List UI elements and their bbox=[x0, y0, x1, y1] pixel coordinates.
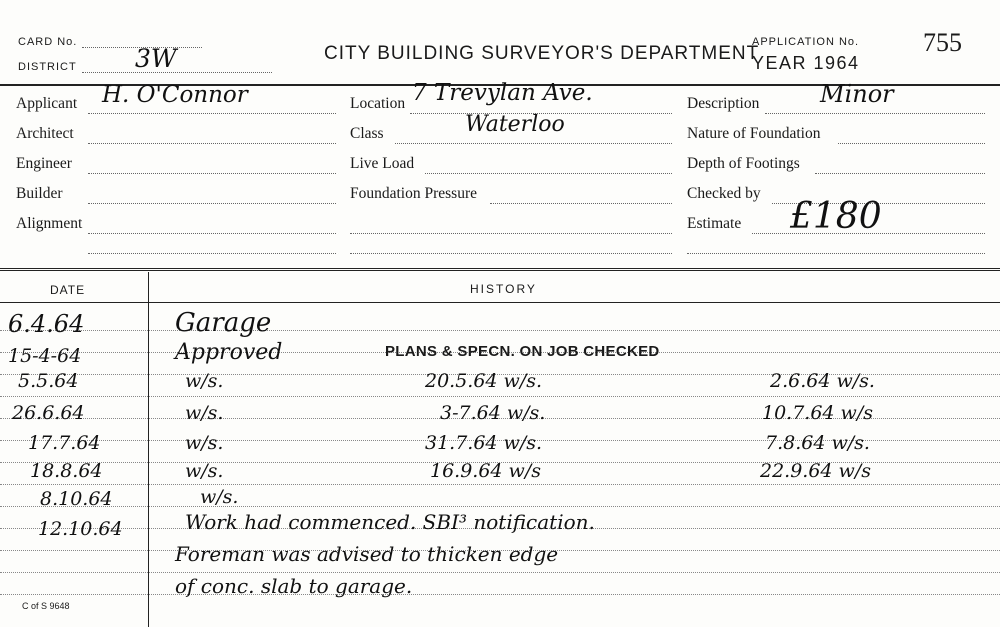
inspection-3-1: 10.7.64 w/s bbox=[762, 402, 873, 424]
history-header: HISTORY bbox=[470, 282, 537, 296]
history-entry-4: w/s. bbox=[185, 402, 224, 424]
date-column-divider bbox=[148, 272, 149, 627]
estimate-label: Estimate bbox=[687, 215, 742, 232]
applicant-label: Applicant bbox=[16, 95, 78, 112]
year-label: YEAR 1964 bbox=[752, 53, 860, 73]
inspection-2-2: 31.7.64 w/s. bbox=[425, 432, 543, 454]
form-number: C of S 9648 bbox=[22, 601, 70, 611]
history-entry-7: w/s. bbox=[200, 486, 239, 508]
date-header: DATE bbox=[50, 283, 86, 297]
class-label: Class bbox=[350, 125, 384, 142]
location-value: 7 Trevylan Ave. bbox=[412, 80, 593, 106]
department-title: CITY BUILDING SURVEYOR'S DEPARTMENT bbox=[324, 43, 760, 64]
history-entry-6: w/s. bbox=[185, 460, 224, 482]
history-date-3: 5.5.64 bbox=[18, 370, 79, 392]
history-date-7: 8.10.64 bbox=[40, 488, 113, 510]
history-date-4: 26.6.64 bbox=[12, 402, 85, 424]
history-date-2: 15-4-64 bbox=[8, 345, 82, 367]
history-date-6: 18.8.64 bbox=[30, 460, 103, 482]
engineer-label: Engineer bbox=[16, 155, 72, 172]
depth-of-footings-label: Depth of Footings bbox=[687, 155, 800, 172]
district-label: DISTRICT bbox=[18, 61, 77, 73]
applicant-value: H. O'Connor bbox=[102, 82, 248, 108]
history-top-rule bbox=[0, 268, 1000, 271]
history-date-8: 12.10.64 bbox=[38, 518, 123, 540]
history-note-line-2: Foreman was advised to thicken edge bbox=[175, 542, 559, 566]
estimate-value: £180 bbox=[790, 196, 882, 237]
builder-label: Builder bbox=[16, 185, 63, 202]
checked-by-label: Checked by bbox=[687, 185, 761, 202]
application-no-value: 755 bbox=[923, 28, 962, 57]
history-note-line-1: Work had commenced. SBI³ notification. bbox=[185, 510, 595, 534]
inspection-2-3: 16.9.64 w/s bbox=[430, 460, 541, 482]
description-label: Description bbox=[687, 95, 760, 112]
history-note-line-3: of conc. slab to garage. bbox=[175, 574, 413, 598]
inspection-2-1: 3-7.64 w/s. bbox=[440, 402, 546, 424]
location-value-line2: Waterloo bbox=[465, 112, 565, 137]
foundation-pressure-label: Foundation Pressure bbox=[350, 185, 478, 202]
inspection-3-2: 7.8.64 w/s. bbox=[765, 432, 870, 454]
history-date-5: 17.7.64 bbox=[28, 432, 101, 454]
history-date-1: 6.4.64 bbox=[8, 310, 85, 338]
architect-label: Architect bbox=[16, 125, 74, 142]
nature-of-foundation-label: Nature of Foundation bbox=[687, 125, 821, 142]
history-entry-3: w/s. bbox=[185, 370, 224, 392]
location-label: Location bbox=[350, 95, 406, 112]
inspection-3-3: 22.9.64 w/s bbox=[760, 460, 871, 482]
alignment-label: Alignment bbox=[16, 215, 83, 232]
card-no-label: CARD No. bbox=[18, 36, 78, 48]
history-entry-2: Approved bbox=[175, 340, 283, 365]
history-entry-1: Garage bbox=[175, 308, 272, 338]
description-value: Minor bbox=[820, 80, 894, 108]
history-stamp: PLANS & SPECN. ON JOB CHECKED bbox=[385, 343, 660, 360]
district-value: 3W bbox=[135, 44, 177, 73]
inspection-2-0: 20.5.64 w/s. bbox=[425, 370, 543, 392]
live-load-label: Live Load bbox=[350, 155, 415, 172]
history-header-rule bbox=[0, 302, 1000, 303]
application-no-label: APPLICATION No. bbox=[752, 36, 860, 48]
history-entry-5: w/s. bbox=[185, 432, 224, 454]
inspection-3-0: 2.6.64 w/s. bbox=[770, 370, 875, 392]
